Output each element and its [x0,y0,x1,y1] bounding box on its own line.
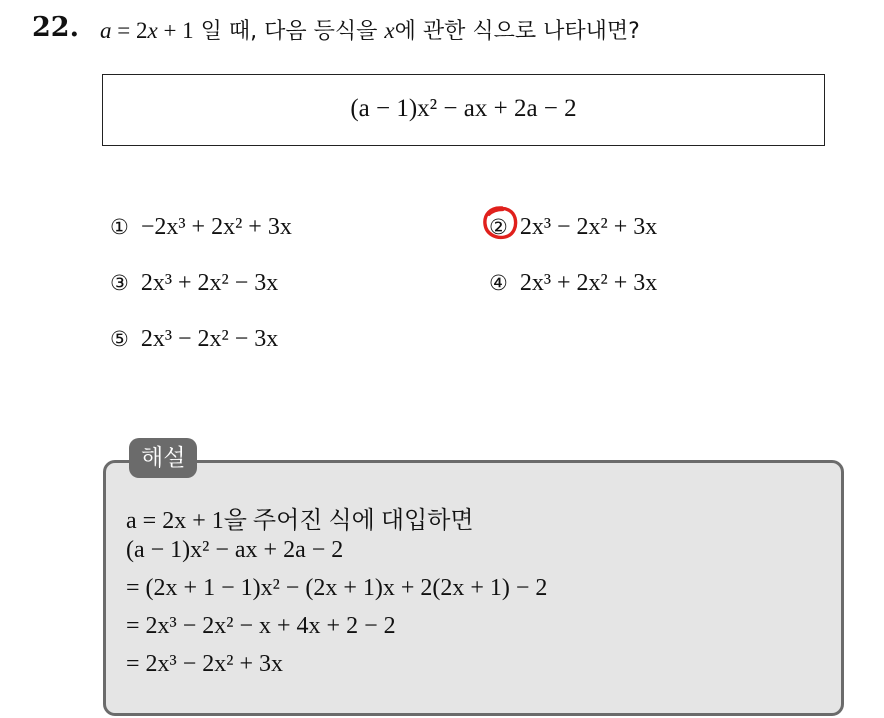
choice-4-number: ④ [489,271,508,295]
solution-line-1: a = 2x + 1을 주어진 식에 대입하면 [126,508,474,534]
question-prompt [100,14,640,45]
choice-5[interactable] [110,326,278,353]
prompt-var-a: a [100,18,112,43]
expression-text: (a − 1)x² − ax + 2a − 2 [350,95,577,122]
solution-line-4: = 2x³ − 2x² − x + 4x + 2 − 2 [126,613,396,639]
selected-answer-circle-mark [481,205,519,241]
choice-1-text: −2x³ + 2x² + 3x [140,214,292,240]
choice-3-text: 2x³ + 2x² − 3x [140,270,279,296]
choice-4[interactable] [489,270,657,297]
prompt-eq: = 2 [111,18,148,43]
choice-1-number: ① [110,215,129,239]
solution-line-5: = 2x³ − 2x² + 3x [126,651,283,677]
choice-3-number: ③ [110,271,129,295]
solution-line-3: = (2x + 1 − 1)x² − (2x + 1)x + 2(2x + 1) − 2 [126,575,548,601]
prompt-text-1: 일 때, 다음 등식을 [193,19,385,44]
prompt-var-x: x [147,18,158,43]
choice-5-text: 2x³ − 2x² − 3x [140,326,279,352]
choice-2-number: ② [489,215,508,239]
expression-box [102,74,825,146]
solution-line-2: (a − 1)x² − ax + 2a − 2 [126,537,344,563]
solution-label: 해설 [129,438,197,478]
prompt-var-x2: x [384,18,395,43]
question-number: 22. [32,12,79,43]
choice-5-number: ⑤ [110,327,129,351]
prompt-text-2: 에 관한 식으로 나타내면? [394,19,640,44]
choice-2-text: 2x³ − 2x² + 3x [519,214,658,240]
choice-4-text: 2x³ + 2x² + 3x [519,270,658,296]
prompt-plus-one: + 1 [157,18,194,43]
choice-1[interactable] [110,214,292,241]
choice-3[interactable] [110,270,278,297]
